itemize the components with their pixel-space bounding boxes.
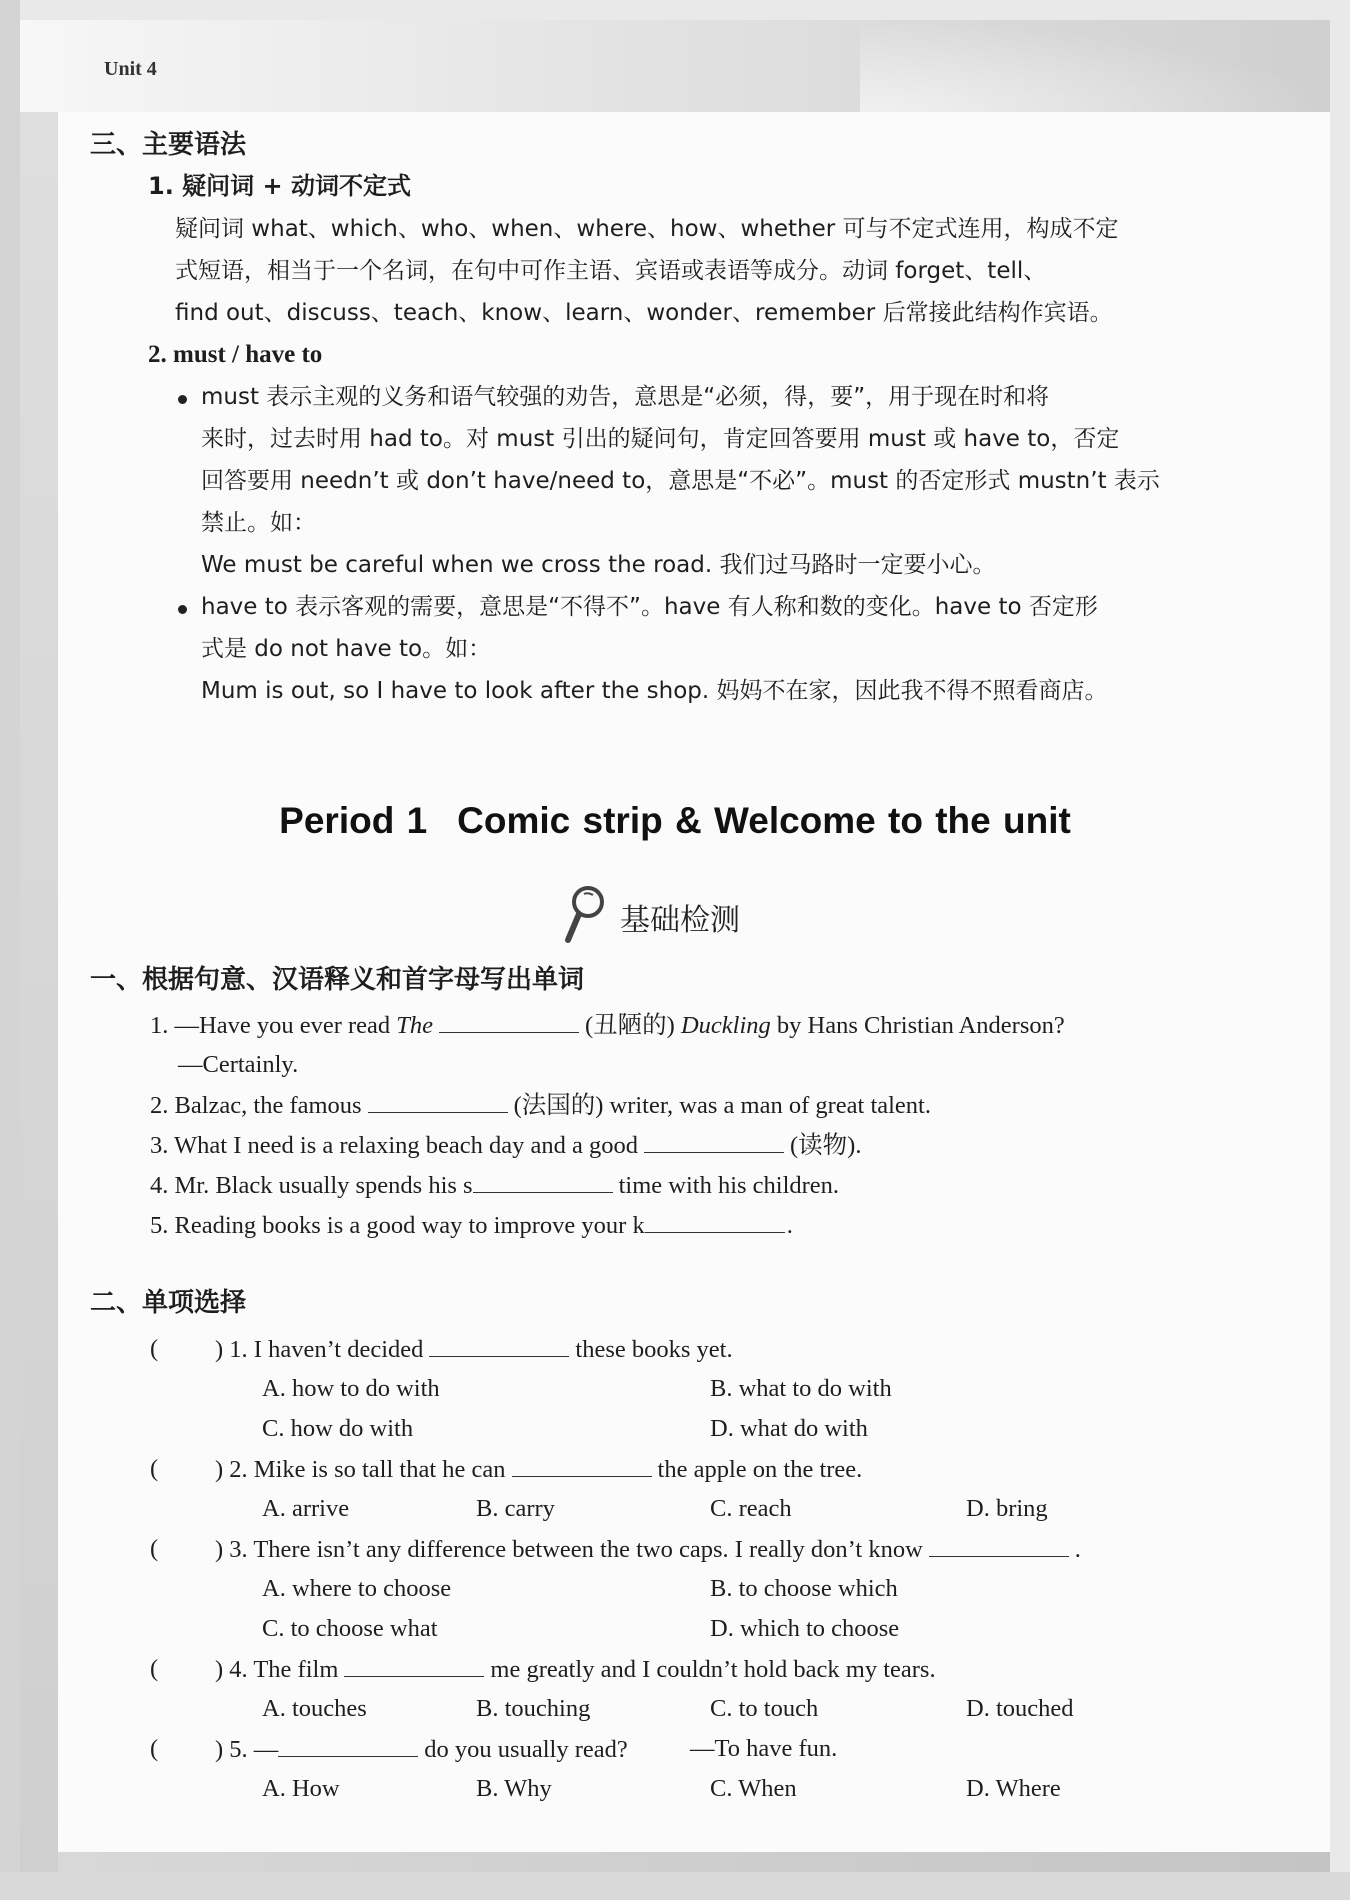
fill-question-5: 5. Reading books is a good way to improve your k . <box>150 1208 793 1243</box>
have-to-example: Mum is out, so I have to look after the shop. 妈妈不在家，因此我不得不照看商店。 <box>201 678 1108 704</box>
unit-label: Unit 4 <box>104 58 157 80</box>
grammar-item1-line: 疑问词 what、which、who、when、where、how、whether 可与不定式连用，构成不定 <box>175 216 1119 242</box>
answer-blank[interactable] <box>644 1128 784 1153</box>
must-line: 来时，过去时用 had to。对 must 引出的疑问句，肯定回答要用 must 或 have to，否定 <box>201 426 1120 452</box>
fill-question-3: 3. What I need is a relaxing beach day and a good (读物). <box>150 1128 861 1163</box>
period-number: Period 1 <box>279 800 428 841</box>
option-a[interactable]: A. arrive <box>262 1495 350 1522</box>
option-b[interactable]: B. touching <box>476 1695 591 1722</box>
must-example: We must be careful when we cross the road. 我们过马路时一定要小心。 <box>201 552 996 578</box>
option-c[interactable]: C. When <box>710 1775 797 1802</box>
answer-blank[interactable] <box>439 1008 579 1033</box>
mc-question-5: ) 5. — do you usually read? <box>215 1732 628 1767</box>
must-line: must 表示主观的义务和语气较强的劝告，意思是“必须，得，要”，用于现在时和将 <box>201 384 1050 410</box>
option-c[interactable]: C. how do with <box>262 1415 414 1442</box>
must-line: 禁止。如： <box>201 510 316 536</box>
fill-question-1: 1. —Have you ever read The (丑陋的) Duckling by Hans Christian Anderson? <box>150 1008 1065 1043</box>
option-a[interactable]: A. how to do with <box>262 1375 440 1402</box>
option-a[interactable]: A. How <box>262 1775 340 1802</box>
mc-question-3: ) 3. There isn’t any difference between the two caps. I really don’t know . <box>215 1532 1081 1567</box>
answer-blank[interactable] <box>473 1168 613 1193</box>
answer-paren[interactable]: ( <box>150 1735 159 1762</box>
answer-blank[interactable] <box>929 1532 1069 1557</box>
option-d[interactable]: D. which to choose <box>710 1615 900 1642</box>
grammar-item1-line: 式短语，相当于一个名词，在句中可作主语、宾语或表语等成分。动词 forget、tell、 <box>175 258 1047 284</box>
option-d[interactable]: D. Where <box>966 1775 1061 1802</box>
magnifier-icon <box>560 884 608 944</box>
mc-question-5-reply: —To have fun. <box>690 1735 838 1762</box>
option-c[interactable]: C. to touch <box>710 1695 819 1722</box>
answer-blank[interactable] <box>429 1332 569 1357</box>
option-d[interactable]: D. touched <box>966 1695 1074 1722</box>
grammar-item1-title: 1. 疑问词 + 动词不定式 <box>148 172 411 200</box>
option-d[interactable]: D. bring <box>966 1495 1048 1522</box>
bullet-icon <box>178 395 187 404</box>
option-b[interactable]: B. to choose which <box>710 1575 898 1602</box>
section1-heading: 一、根据句意、汉语释义和首字母写出单词 <box>90 965 585 995</box>
option-b[interactable]: B. carry <box>476 1495 555 1522</box>
answer-paren[interactable]: ( <box>150 1535 159 1562</box>
fill-question-2: 2. Balzac, the famous (法国的) writer, was a man of great talent. <box>150 1088 931 1123</box>
answer-blank[interactable] <box>368 1088 508 1113</box>
answer-blank[interactable] <box>512 1452 652 1477</box>
answer-paren[interactable]: ( <box>150 1335 159 1362</box>
must-line: 回答要用 needn’t 或 don’t have/need to，意思是“不必”。must 的否定形式 mustn’t 表示 <box>201 468 1160 494</box>
mc-question-1: ) 1. I haven’t decided these books yet. <box>215 1332 733 1367</box>
have-to-line: have to 表示客观的需要，意思是“不得不”。have 有人称和数的变化。have to 否定形 <box>201 594 1098 620</box>
have-to-line: 式是 do not have to。如： <box>201 636 492 662</box>
option-a[interactable]: A. touches <box>262 1695 367 1722</box>
section2-heading: 二、单项选择 <box>90 1288 247 1318</box>
fill-question-1-reply: —Certainly. <box>178 1051 299 1078</box>
option-b[interactable]: B. what to do with <box>710 1375 892 1402</box>
option-a[interactable]: A. where to choose <box>262 1575 452 1602</box>
option-c[interactable]: C. reach <box>710 1495 792 1522</box>
bullet-icon <box>178 605 187 614</box>
grammar-item1-line: find out、discuss、teach、know、learn、wonder、remember 后常接此结构作宾语。 <box>175 300 1113 326</box>
check-title: 基础检测 <box>620 903 740 938</box>
grammar-heading: 三、主要语法 <box>90 130 247 160</box>
period-name: Comic strip & Welcome to the unit <box>457 800 1071 841</box>
option-d[interactable]: D. what do with <box>710 1415 868 1442</box>
period-title <box>0 800 1350 842</box>
answer-paren[interactable]: ( <box>150 1655 159 1682</box>
mc-question-4: ) 4. The film me greatly and I couldn’t hold back my tears. <box>215 1652 936 1687</box>
option-b[interactable]: B. Why <box>476 1775 552 1802</box>
answer-blank[interactable] <box>344 1652 484 1677</box>
answer-blank[interactable] <box>278 1732 418 1757</box>
mc-question-2: ) 2. Mike is so tall that he can the apple on the tree. <box>215 1452 862 1487</box>
answer-paren[interactable]: ( <box>150 1455 159 1482</box>
fill-question-4: 4. Mr. Black usually spends his s time with his children. <box>150 1168 839 1203</box>
answer-blank[interactable] <box>645 1208 785 1233</box>
option-c[interactable]: C. to choose what <box>262 1615 438 1642</box>
grammar-item2-title: 2. must / have to <box>148 341 323 368</box>
